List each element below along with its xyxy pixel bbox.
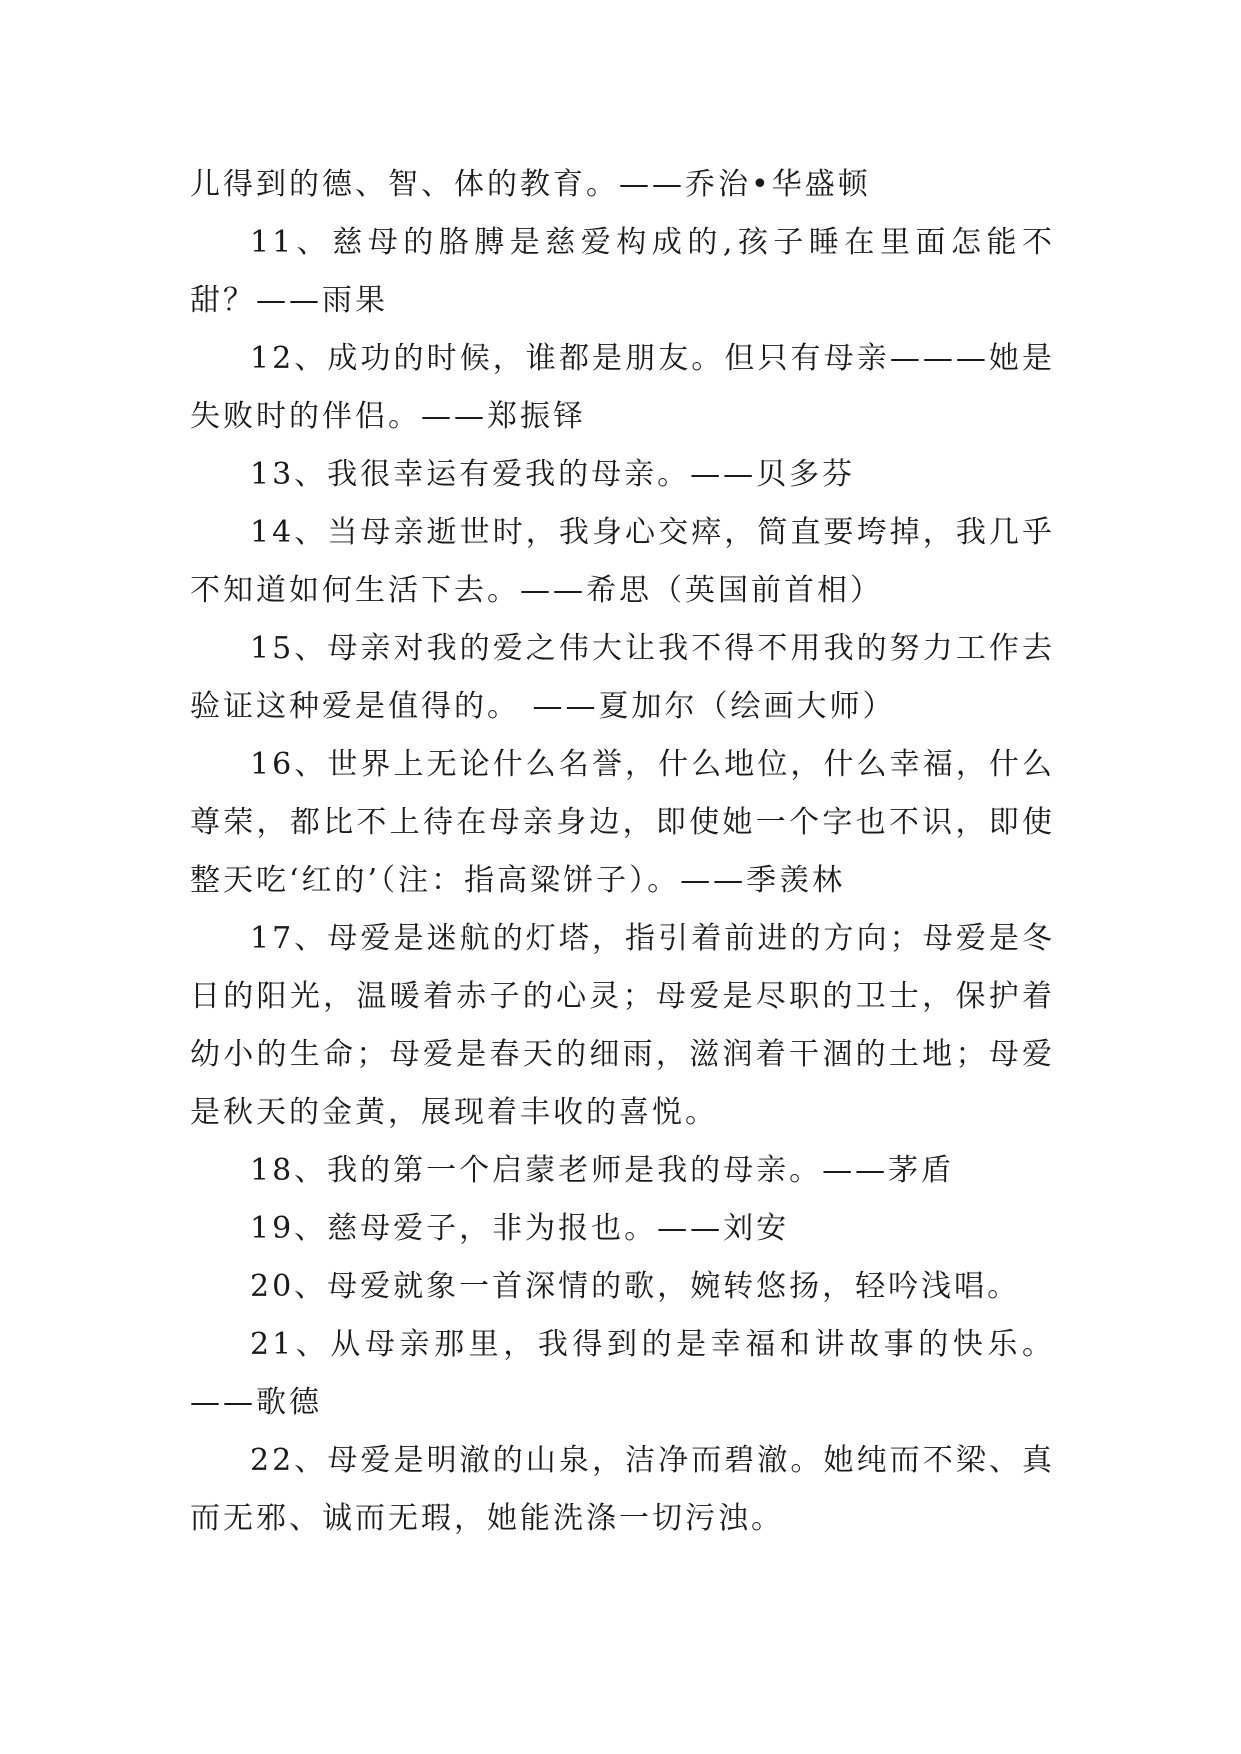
quote-18: 18、我的第一个启蒙老师是我的母亲。——茅盾	[250, 1153, 955, 1188]
quote-17: 17、母爱是迷航的灯塔，指引着前进的方向；母爱是冬日的阳光，温暖着赤子的心灵；母爱是尽职的卫士，保护着幼小的生命；母爱是春天的细雨，滋润着干涸的土地；母爱是秋天的金黄，展现着丰收的喜悦。	[190, 921, 1055, 1130]
quote-22: 22、母爱是明澈的山泉，洁净而碧澈。她纯而不梁、真而无邪、诚而无瑕，她能洗涤一切污浊。	[190, 1443, 1055, 1536]
quote-19: 19、慈母爱子，非为报也。——刘安	[250, 1211, 790, 1246]
quote-11: 11、慈母的胳膊是慈爱构成的,孩子睡在里面怎能不甜？——雨果	[190, 225, 1055, 318]
quote-21: 21、从母亲那里，我得到的是幸福和讲故事的快乐。——歌德	[190, 1327, 1055, 1420]
quote-15: 15、母亲对我的爱之伟大让我不得不用我的努力工作去验证这种爱是值得的。 ——夏加尔（绘画大师）	[190, 631, 1055, 724]
document-body	[190, 156, 1055, 1548]
quote-16: 16、世界上无论什么名誉，什么地位，什么幸福，什么尊荣，都比不上待在母亲身边，即使她一个字也不识，即使整天吃‘红的’（注：指高粱饼子）。——季羡林	[190, 747, 1055, 898]
quote-13: 13、我很幸运有爱我的母亲。——贝多芬	[250, 457, 856, 492]
quote-12: 12、成功的时候，谁都是朋友。但只有母亲———她是失败时的伴侣。——郑振铎	[190, 341, 1055, 434]
quote-14: 14、当母亲逝世时，我身心交瘁，简直要垮掉，我几乎不知道如何生活下去。——希思（英国前首相）	[190, 515, 1055, 608]
paragraph-continuation: 儿得到的德、智、体的教育。——乔治•华盛顿	[190, 167, 871, 202]
quote-20: 20、母爱就象一首深情的歌，婉转悠扬，轻吟浅唱。	[250, 1269, 1021, 1304]
